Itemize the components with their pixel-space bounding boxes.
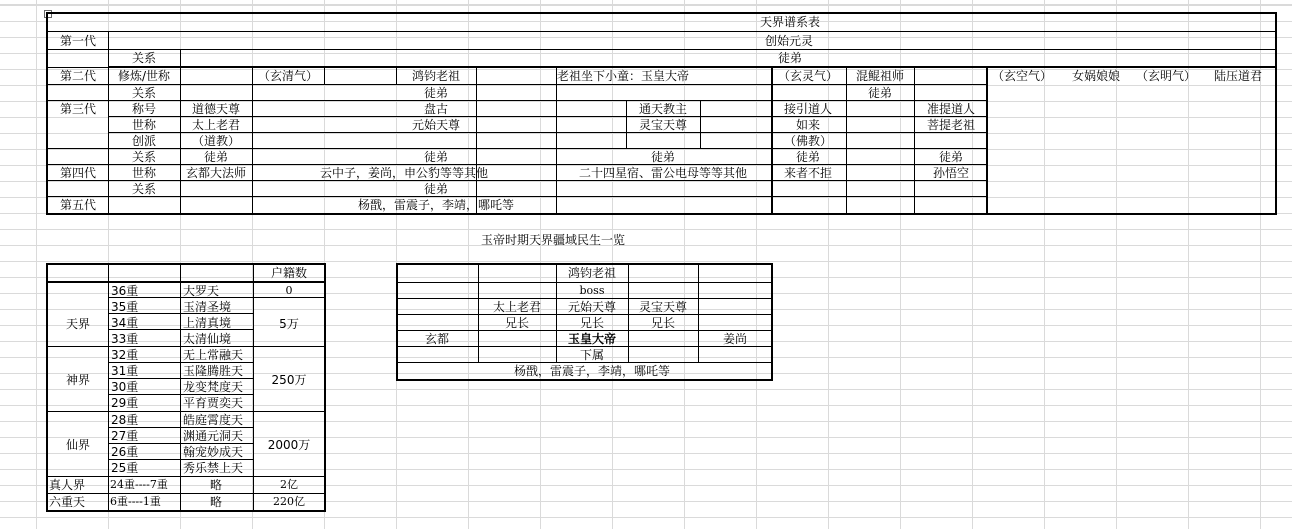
heaven-35: 玉清圣境 [183, 300, 232, 314]
level-26: 26重 [111, 445, 139, 459]
gen3-tongtian: 通天教主 [638, 102, 688, 116]
rel2-hongjun-disciple: 徒弟 [423, 86, 449, 100]
gen1-rel-label: 关系 [131, 51, 157, 65]
gen2-hongjun: 鸿钧老祖 [411, 69, 461, 83]
gen2-xuankong: （玄空气） [991, 69, 1053, 83]
gen3-puti: 菩提老祖 [926, 118, 976, 132]
gen4-laizhe: 来者不拒 [783, 166, 833, 180]
rel3-d: 徒弟 [795, 150, 821, 164]
pop-0: 0 [285, 284, 293, 297]
gen1-label: 第一代 [59, 34, 97, 48]
heaven-26: 翰宠妙成天 [183, 445, 244, 459]
gen2-xuanling: （玄灵气） [777, 69, 839, 83]
gen3-taishang: 太上老君 [191, 118, 241, 132]
gen2-laozu-zuoxia: 老祖坐下小童：玉皇大帝 [556, 69, 690, 83]
rel3-a: 徒弟 [203, 150, 229, 164]
gen3-daojiao: （道教） [191, 134, 241, 148]
gen3-yuanshi: 元始天尊 [411, 118, 461, 132]
hierarchy-yuhuang: 玉皇大帝 [567, 332, 617, 346]
heaven-30: 龙变梵度天 [183, 380, 244, 394]
level-29: 29重 [111, 396, 139, 410]
gen4-sunwukong: 孙悟空 [932, 166, 970, 180]
group-xianjie: 仙界 [65, 438, 91, 452]
gen3-pangu: 盘古 [423, 102, 449, 116]
gen3-fojiao: （佛教） [783, 134, 833, 148]
heaven-zhenren: 略 [209, 478, 223, 492]
heaven-34: 上清真境 [183, 316, 232, 330]
realm-header-population: 户籍数 [270, 266, 308, 280]
pop-zhenren: 2亿 [280, 478, 298, 491]
rel4-value: 徒弟 [423, 182, 449, 196]
heaven-31: 玉隆腾胜天 [183, 364, 244, 378]
gen3-zhunti: 准提道人 [926, 102, 976, 116]
gen3-lingbao: 灵宝天尊 [638, 118, 688, 132]
hierarchy-hongjun: 鸿钧老祖 [567, 266, 617, 280]
hierarchy-taishang: 太上老君 [492, 300, 542, 314]
gen2-xuanqing: （玄清气） [257, 69, 319, 83]
gen3-daode: 道德天尊 [191, 102, 241, 116]
hierarchy-boss: boss [579, 284, 605, 297]
hierarchy-xiongzhang-2: 兄长 [579, 316, 605, 330]
hierarchy-xiongzhang-1: 兄长 [504, 316, 530, 330]
gen1-rel-value: 徒弟 [777, 51, 803, 65]
realm-title: 玉帝时期天界疆域民生一览 [480, 233, 626, 247]
hierarchy-xiongzhang-3: 兄长 [650, 316, 676, 330]
level-zhenren: 24重----7重 [110, 478, 168, 491]
pop-tianjie: 5万 [279, 317, 299, 331]
gen3-rulai: 如来 [795, 118, 821, 132]
level-35: 35重 [111, 300, 139, 314]
pop-shenjie: 250万 [271, 373, 307, 387]
level-27: 27重 [111, 429, 139, 443]
rel3-b: 徒弟 [423, 150, 449, 164]
level-28: 28重 [111, 413, 139, 427]
gen2-hunkun: 混鲲祖师 [855, 69, 905, 83]
heaven-28: 皓庭霄度天 [183, 413, 244, 427]
gen4-xuandu: 玄都大法师 [185, 166, 247, 180]
hierarchy-xuandu: 玄都 [424, 332, 450, 346]
group-zhenren: 真人界 [49, 478, 86, 492]
gen5-value: 杨戬，雷震子，李靖，哪吒等 [357, 198, 515, 212]
gen3-row1-label: 称号 [131, 102, 157, 116]
pop-liuchong: 220亿 [273, 495, 305, 508]
gen4-label: 第四代 [59, 166, 97, 180]
heaven-33: 太清仙境 [183, 332, 232, 346]
hierarchy-xiashu: 下属 [579, 348, 605, 362]
gen4-yunzhongzi: 云中子，姜尚，申公豹等等其他 [319, 166, 489, 180]
genealogy-title: 天界谱系表 [759, 15, 821, 29]
level-31: 31重 [111, 364, 139, 378]
gen2-luya: 陆压道君 [1213, 69, 1263, 83]
gen2-col-label: 修炼/世称 [117, 69, 171, 83]
rel3-label: 关系 [131, 150, 157, 164]
level-36: 36重 [111, 284, 139, 298]
gen3-row2-label: 世称 [131, 118, 157, 132]
heaven-32: 无上常融天 [183, 348, 244, 362]
pop-xianjie: 2000万 [267, 438, 311, 452]
gen2-nvwa: 女娲娘娘 [1071, 69, 1121, 83]
heaven-25: 秀乐禁上天 [183, 461, 244, 475]
gen4-ershisi: 二十四星宿、雷公电母等等其他 [578, 166, 748, 180]
heaven-liuchong: 略 [209, 495, 223, 509]
rel2-label: 关系 [131, 86, 157, 100]
hierarchy-yuanshi: 元始天尊 [567, 300, 617, 314]
group-shenjie: 神界 [65, 373, 91, 387]
rel3-e: 徒弟 [938, 150, 964, 164]
group-tianjie: 天界 [65, 317, 91, 331]
gen4-row-label: 世称 [131, 166, 157, 180]
hierarchy-bottom: 杨戬，雷震子，李靖，哪吒等 [513, 364, 671, 378]
level-liuchong: 6重----1重 [110, 495, 161, 508]
level-34: 34重 [111, 316, 139, 330]
level-30: 30重 [111, 380, 139, 394]
gen1-name: 创始元灵 [764, 34, 814, 48]
rel3-c: 徒弟 [650, 150, 676, 164]
heaven-29: 平育贾奕天 [183, 396, 244, 410]
rel2-hunkun-disciple: 徒弟 [867, 86, 893, 100]
gen2-label: 第二代 [59, 69, 97, 83]
hierarchy-lingbao: 灵宝天尊 [638, 300, 688, 314]
rel4-label: 关系 [131, 182, 157, 196]
hierarchy-jiangshang: 姜尚 [722, 332, 748, 346]
level-32: 32重 [111, 348, 139, 362]
gen3-row3-label: 创派 [131, 134, 157, 148]
level-33: 33重 [111, 332, 139, 346]
gen3-jieyin: 接引道人 [783, 102, 833, 116]
gen3-label: 第三代 [59, 102, 97, 116]
gen2-xuanming: （玄明气） [1135, 69, 1197, 83]
heaven-36: 大罗天 [183, 284, 220, 298]
gen5-label: 第五代 [59, 198, 97, 212]
heaven-27: 渊通元洞天 [183, 429, 244, 443]
level-25: 25重 [111, 461, 139, 475]
group-liuchong: 六重天 [49, 495, 86, 509]
